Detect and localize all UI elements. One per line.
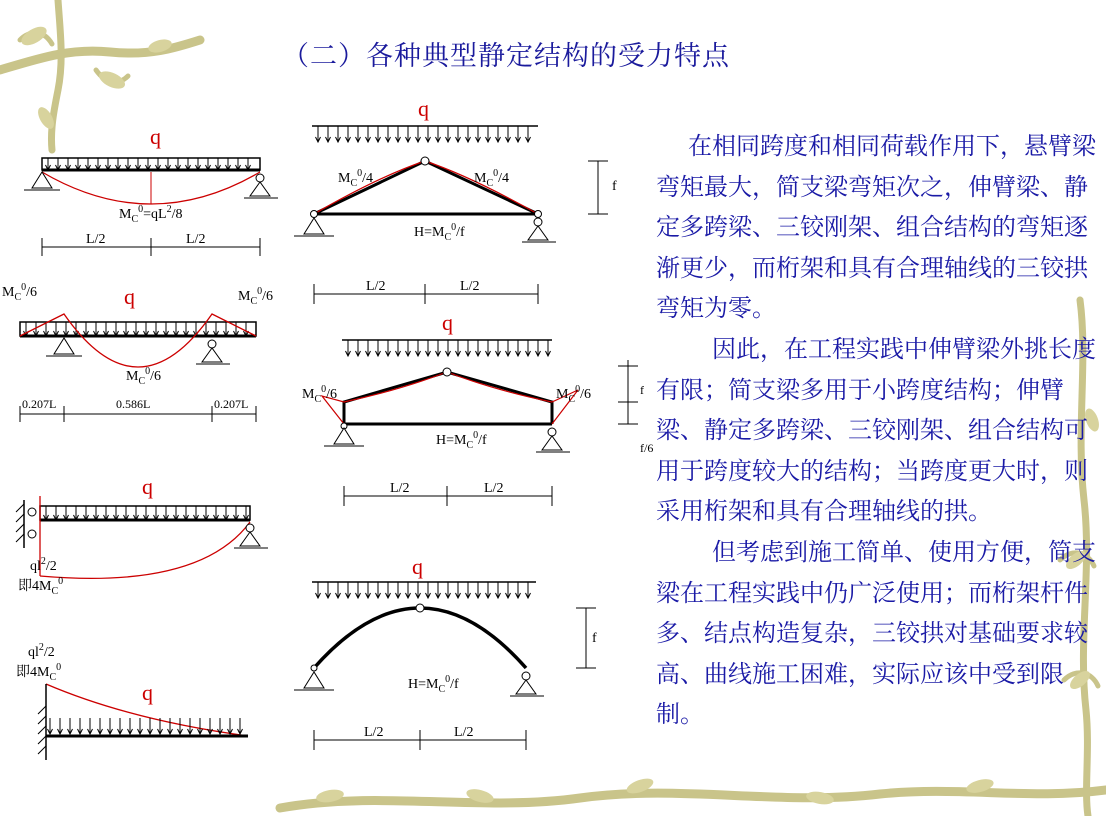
svg-text:q: q <box>142 474 153 499</box>
fixed-support <box>38 684 46 760</box>
pin-support <box>294 665 334 690</box>
pin-support <box>24 172 60 190</box>
svg-text:L/2: L/2 <box>364 725 384 740</box>
arch-rib <box>314 608 526 668</box>
svg-text:即4MC0: 即$4M_C^0$ <box>16 662 62 683</box>
svg-text:MC0/4: $M_C^0/4$ <box>474 168 510 189</box>
svg-text:ql2/2: $ql^2/2$ <box>28 642 55 660</box>
three-hinged-arch <box>294 554 597 750</box>
svg-text:L/2: L/2 <box>484 481 504 496</box>
span-dimension <box>314 725 526 750</box>
paragraph-2: 因此，在工程实践中伸臂梁外挑长度有限；简支梁多用于小跨度结构；伸臂梁、静定多跨梁、三铰刚架、组合结构可用于跨度较大的结构；当跨度更大时，则采用桁架和具有合理轴线的拱。 <box>656 334 1096 526</box>
simple-beam <box>24 124 278 256</box>
moment-symbol: M <box>119 207 132 222</box>
span-dimension <box>20 397 256 422</box>
svg-text:L/2: L/2 <box>454 725 474 740</box>
svg-text:f: f <box>612 179 617 194</box>
svg-text:q: q <box>442 310 453 335</box>
pin-support <box>324 423 364 446</box>
moment-diagram <box>314 161 538 214</box>
svg-text:L/2: L/2 <box>390 481 410 496</box>
svg-text:f: f <box>592 631 597 646</box>
svg-text:L/2: L/2 <box>186 232 206 247</box>
roller-support <box>536 428 570 452</box>
pin-support <box>294 218 334 236</box>
svg-text:L/2: L/2 <box>460 279 480 294</box>
svg-text:0.586L: 0.586L <box>116 397 151 411</box>
svg-text:H=MC0/f: $H=M_C^0/f$ <box>408 674 459 695</box>
three-hinged-truss <box>294 96 617 304</box>
explanation-text <box>656 126 1100 735</box>
pin-support <box>46 338 82 356</box>
load-label: q <box>150 124 161 149</box>
svg-text:0.207L: 0.207L <box>22 397 57 411</box>
cantilever-beam <box>16 474 268 597</box>
svg-text:L/2: L/2 <box>366 279 386 294</box>
svg-text:f/6: f/6 <box>640 441 654 455</box>
span-dimension <box>42 232 260 256</box>
svg-text:L/2: L/2 <box>86 232 106 247</box>
span-dimension <box>344 481 552 506</box>
moment-diagram <box>40 522 250 578</box>
svg-text:H=MC0/f: $H=M_C^0/f$ <box>436 430 487 451</box>
paragraph-3: 但考虑到施工简单、使用方便，简支梁在工程实践中仍广泛使用；而桁架杆件多、结点构造复杂，三铰拱对基础要求较高、曲线施工困难，实际应该中受到限制。 <box>656 537 1096 729</box>
svg-text:0.207L: 0.207L <box>214 397 249 411</box>
rise-dimension <box>588 161 617 214</box>
svg-text:MC0/6: $M_C^0/6$ <box>556 384 592 405</box>
svg-text:H=MC0/f: $H=M_C^0/f$ <box>414 222 465 243</box>
fixed-support <box>16 500 36 548</box>
span-dimension <box>314 279 538 304</box>
svg-text:MC0/6: $M_C^0/6$ <box>302 384 338 405</box>
svg-text:q: q <box>418 96 429 121</box>
rise-dimension <box>618 360 653 455</box>
roller-support <box>234 524 268 548</box>
roller-support <box>510 672 544 696</box>
svg-text:q: q <box>124 284 135 309</box>
three-hinged-frame <box>302 310 653 506</box>
cantilever-beam-fixed <box>16 642 248 760</box>
rise-dimension <box>576 608 597 668</box>
svg-text:MC0/4: $M_C^0/4$ <box>338 168 374 189</box>
svg-text:MC0/6: $M_C^0/6$ <box>238 286 274 307</box>
svg-text:q: q <box>412 554 423 579</box>
svg-text:MC0=qL2/8: $M_C^0=qL^2/8$ <box>119 204 183 225</box>
svg-text:MC0/6: $M_C^0/6$ <box>126 366 162 387</box>
paragraph-1: 在相同跨度和相同荷载作用下，悬臂梁弯矩最大，简支梁弯矩次之，伸臂梁、静定多跨梁、三铰刚架、组合结构的弯矩逐渐更少，而桁架和具有合理轴线的三铰拱弯矩为零。 <box>656 132 1096 323</box>
overhang-beam <box>2 282 273 422</box>
svg-text:即4MC0: 即$4M_C^0$ <box>18 576 64 597</box>
roller-support <box>196 340 230 364</box>
svg-text:f: f <box>640 383 644 397</box>
roller-support <box>522 218 556 242</box>
svg-text:ql2/2: $ql^2/2$ <box>30 556 57 574</box>
page-title: （二）各种典型静定结构的受力特点 <box>282 41 730 72</box>
svg-text:MC0/6: $M_C^0/6$ <box>2 282 38 303</box>
svg-text:q: q <box>142 680 153 705</box>
distributed-load <box>46 158 251 170</box>
